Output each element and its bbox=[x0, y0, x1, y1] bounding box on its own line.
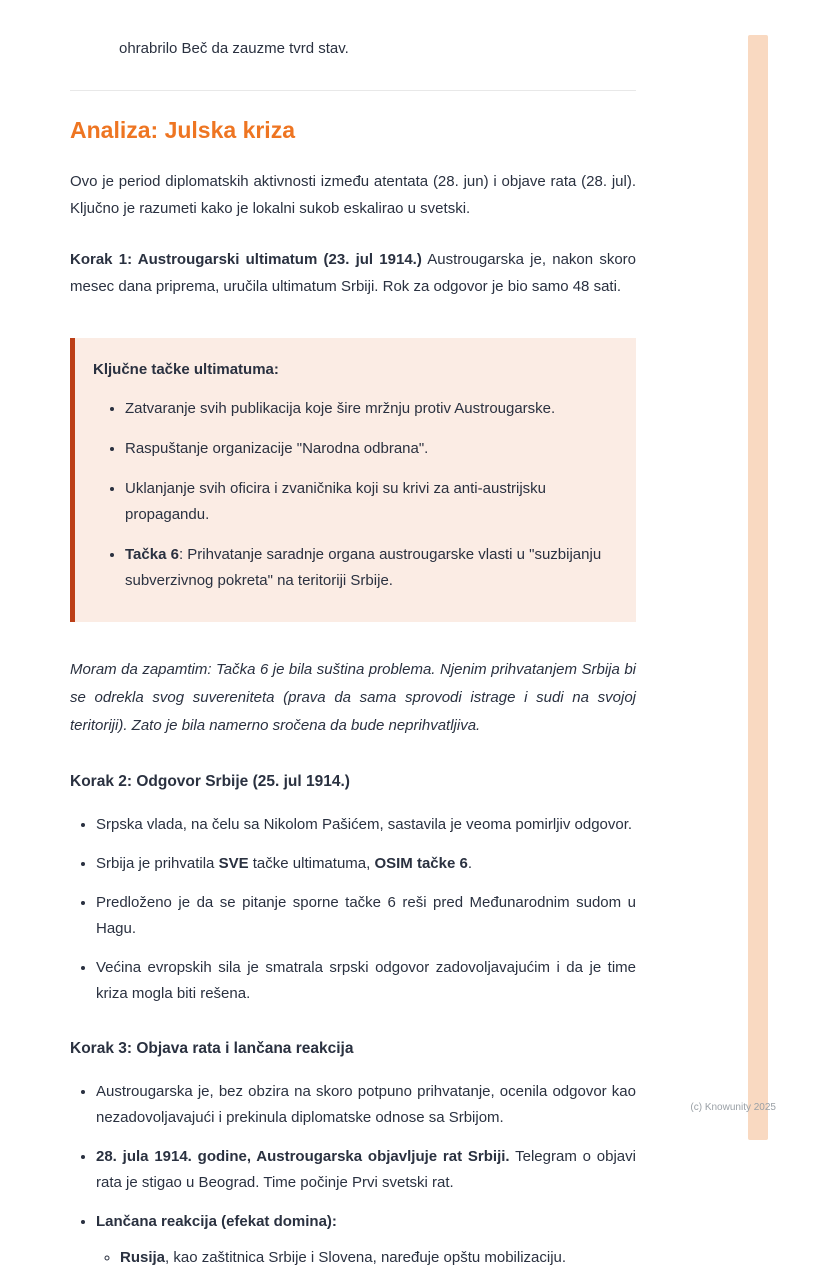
list-item-text: tačke ultimatuma, bbox=[248, 855, 375, 872]
callout-title: Ključne tačke ultimatuma: bbox=[93, 361, 279, 378]
list-item-text: Srbija je prihvatila bbox=[96, 855, 219, 872]
sub-item-text: , kao zaštitnica Srbije i Slovena, naređuje opštu mobilizaciju. bbox=[165, 1249, 567, 1266]
korak2-heading: Korak 2: Odgovor Srbije (25. jul 1914.) bbox=[70, 773, 350, 790]
korak3-list bbox=[70, 1079, 636, 1271]
list-item: • Predloženo je da se pitanje sporne tačke 6 reši pred Međunarodnim sudom u Hagu. bbox=[96, 890, 636, 942]
callout-item: • Raspuštanje organizacije "Narodna odbrana". bbox=[125, 436, 610, 462]
korak3-heading: Korak 3: Objava rata i lančana reakcija bbox=[70, 1040, 354, 1057]
korak1-title: Korak 1: Austrougarski ultimatum (23. jul 1914.) bbox=[70, 251, 422, 268]
list-item bbox=[96, 1144, 636, 1196]
callout-item-text: : Prihvatanje saradnje organa austrougarske vlasti u "suzbijanju subverzivnog pokreta" na teritoriji Srbije. bbox=[125, 546, 602, 589]
section-divider bbox=[70, 90, 636, 91]
callout-item: • Uklanjanje svih oficira i zvaničnika koji su krivi za anti-austrijsku propagandu. bbox=[125, 476, 610, 528]
list-item-bold: SVE bbox=[218, 855, 249, 872]
list-item-bold: Lančana reakcija (efekat domina): bbox=[96, 1213, 337, 1230]
korak2-list bbox=[70, 812, 636, 1007]
callout-item-bold: Tačka 6 bbox=[125, 546, 179, 563]
korak1-paragraph bbox=[70, 246, 636, 300]
callout-list bbox=[93, 396, 610, 594]
domino-sublist bbox=[96, 1245, 636, 1271]
list-item-text: . bbox=[467, 855, 473, 872]
memo-note: Moram da zapamtim: Tačka 6 je bila suština problema. Njenim prihvatanjem Srbija bi se odrekla svog suvereniteta (prava da sama sprovodi istrage i sudi na svojoj teritoriji). Zato je bila namerno sročena da bude neprihvatljiva. bbox=[70, 661, 636, 734]
page-edge-stripe bbox=[748, 35, 768, 1140]
list-item-bold: 28. jula 1914. godine, Austrougarska objavljuje rat Srbiji. bbox=[96, 1148, 510, 1165]
section-heading: Analiza: Julska kriza bbox=[70, 117, 295, 143]
copyright: (c) Knowunity 2025 bbox=[690, 1102, 776, 1113]
callout-item bbox=[125, 542, 610, 594]
sub-list-item bbox=[120, 1245, 636, 1271]
content-column bbox=[70, 0, 636, 1284]
list-item bbox=[96, 1209, 636, 1271]
list-item-text: Telegram o objavi rata je stigao u Beograd. Time počinje Prvi svetski rat. bbox=[96, 1148, 636, 1191]
list-item: • Većina evropskih sila je smatrala srpski odgovor zadovoljavajućim i da je time kriza mogla biti rešena. bbox=[96, 955, 636, 1007]
sub-item-bold: Rusija bbox=[120, 1249, 166, 1266]
list-item: • Srpska vlada, na čelu sa Nikolom Pašićem, sastavila je veoma pomirljiv odgovor. bbox=[96, 812, 636, 838]
list-item: • Austrougarska je, bez obzira na skoro potpuno prihvatanje, ocenila odgovor kao nezadovoljavajući i prekinula diplomatske odnose sa Srbijom. bbox=[96, 1079, 636, 1131]
callout-item: • Zatvaranje svih publikacija koje šire mržnju protiv Austrougarske. bbox=[125, 396, 610, 422]
ultimatum-callout bbox=[70, 338, 636, 622]
list-item bbox=[96, 851, 636, 877]
list-item-bold: OSIM tačke 6 bbox=[374, 855, 468, 872]
continued-text: ohrabrilo Beč da zauzme tvrd stav. bbox=[119, 40, 349, 57]
korak1-text: Austrougarska je, nakon skoro mesec dana priprema, uručila ultimatum Srbiji. Rok za odgovor je bio samo 48 sati. bbox=[70, 251, 636, 295]
intro-paragraph: Ovo je period diplomatskih aktivnosti između atentata (28. jun) i objave rata (28. jul). Ključno je razumeti kako je lokalni sukob eskalirao u svetski. bbox=[70, 173, 636, 217]
